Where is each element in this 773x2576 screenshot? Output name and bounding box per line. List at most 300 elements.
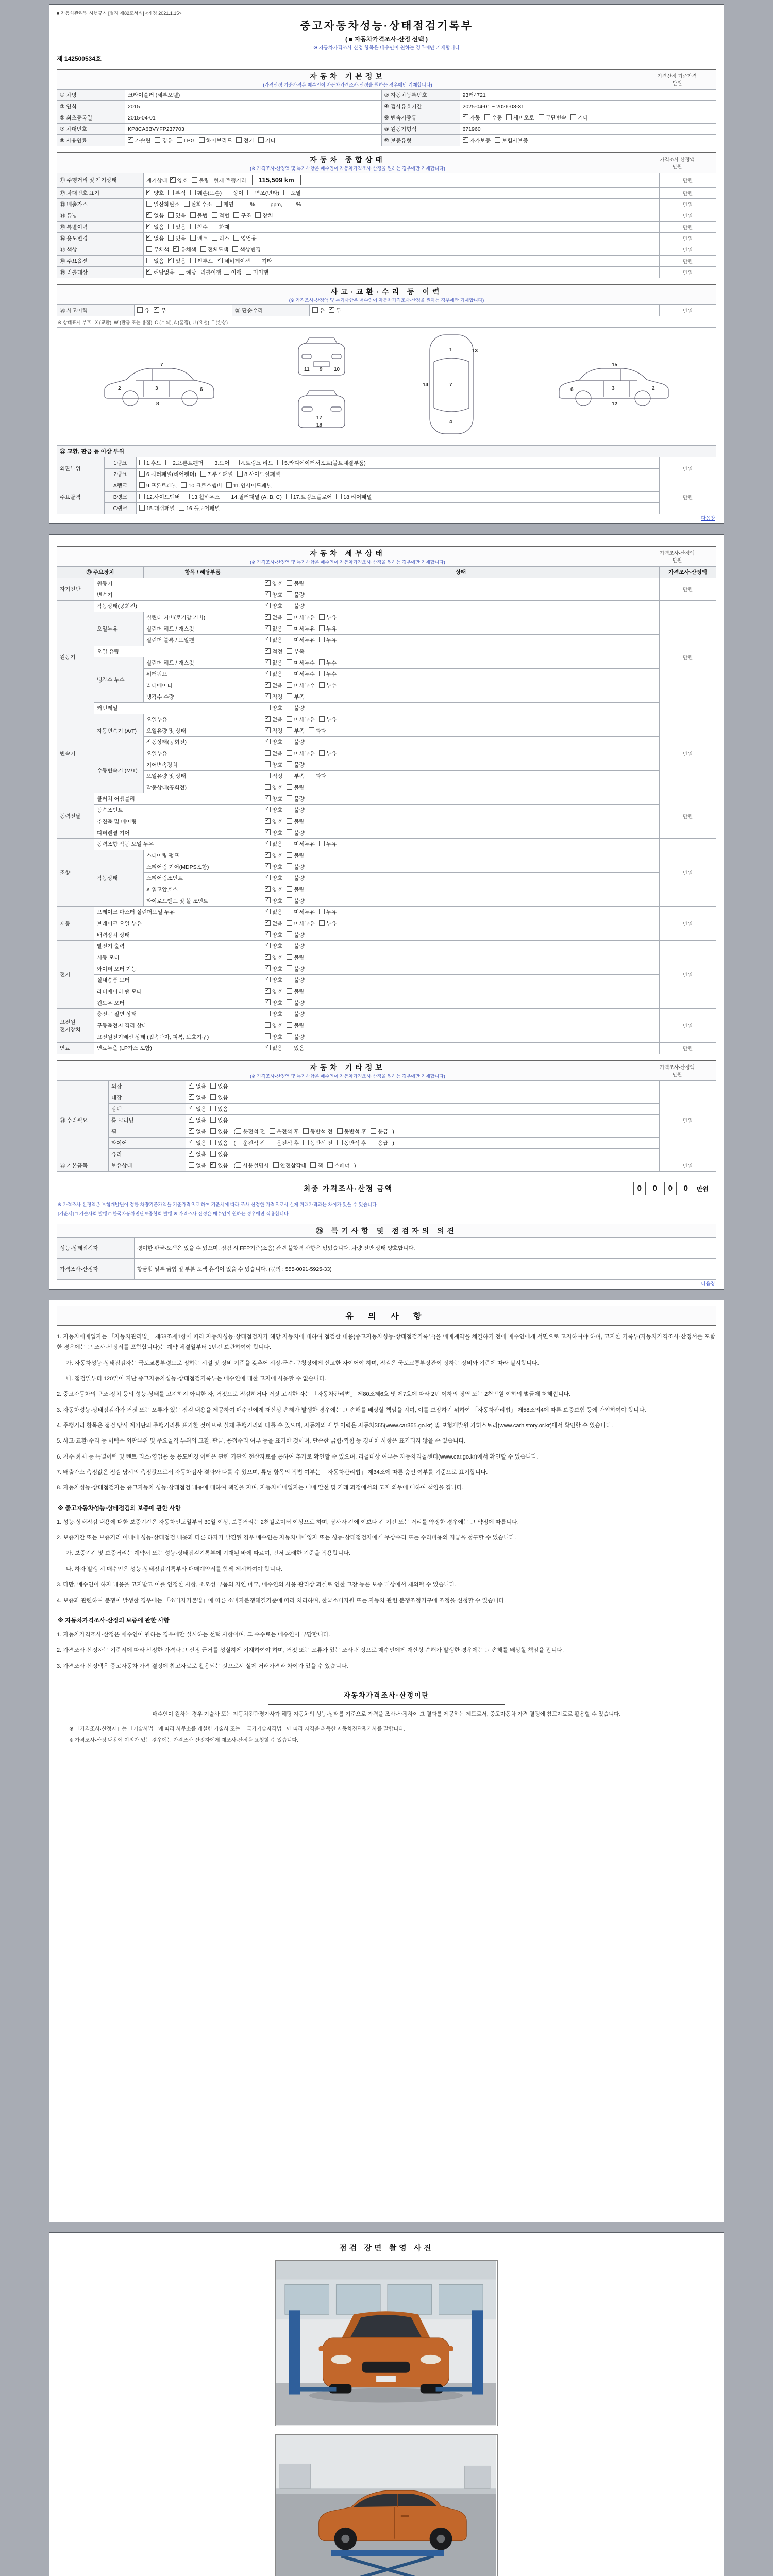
- item-label: 등속조인트: [94, 805, 262, 816]
- item-state: [186, 1092, 660, 1104]
- option-상이: 상이: [226, 189, 243, 197]
- item-state: [186, 1115, 660, 1126]
- checkbox-있음[interactable]: [168, 224, 174, 229]
- checkbox-불량[interactable]: [287, 943, 292, 948]
- field-value: 2025-04-01 ~ 2026-03-31: [460, 101, 716, 112]
- checkbox-안전삼각대[interactable]: [273, 1162, 279, 1168]
- item-state: [262, 805, 660, 816]
- table-row: [57, 873, 716, 884]
- row-state: [144, 188, 660, 199]
- checkbox-없음[interactable]: [265, 841, 271, 846]
- checkbox-있음[interactable]: [168, 258, 174, 263]
- item-state: [262, 873, 660, 884]
- device-subgroup: 냉각수 누수: [94, 657, 144, 703]
- checkbox-불량[interactable]: [287, 965, 292, 971]
- device-group: 전기: [57, 941, 94, 1009]
- table-row: [57, 929, 716, 941]
- checkbox-동반석 후[interactable]: [337, 1128, 343, 1134]
- checkbox-자가보증[interactable]: [463, 137, 468, 143]
- checkbox-불량[interactable]: [287, 580, 292, 586]
- checkbox-없음[interactable]: [189, 1106, 194, 1111]
- checkbox-불량[interactable]: [287, 863, 292, 869]
- option-양호: ✓ 양호: [265, 863, 282, 871]
- option-없음: ✓ 없음: [189, 1105, 206, 1113]
- checkbox-불량[interactable]: [287, 954, 292, 960]
- checkbox-없음[interactable]: [189, 1151, 194, 1157]
- price-column-label: 가격조사·산정액: [660, 157, 695, 163]
- panel-group: 외판부위: [57, 457, 105, 480]
- checkbox-없음[interactable]: [265, 909, 271, 914]
- option-15.대쉬패널: 15.대쉬패널: [139, 504, 175, 512]
- checkbox-양호[interactable]: [265, 1022, 271, 1028]
- checkbox-14.필러패널 (A, B, C)[interactable]: [224, 494, 229, 499]
- opinion-role: 성능·상태점검자: [57, 1238, 135, 1259]
- option-화재: 화재: [212, 223, 229, 231]
- checkbox-LPG[interactable]: [177, 137, 182, 143]
- table-row: [57, 233, 716, 244]
- option-무단변속: 무단변속: [539, 114, 567, 122]
- checkbox-리스[interactable]: [212, 235, 217, 241]
- checkbox-불량[interactable]: [287, 886, 292, 892]
- checkbox-동반석 전[interactable]: [303, 1128, 309, 1134]
- price-digit: 0: [664, 1182, 677, 1195]
- option-보험사보증: 보험사보증: [495, 137, 528, 144]
- checkbox-불량[interactable]: [287, 1033, 292, 1039]
- car-side-view-left-icon: [94, 354, 223, 416]
- checkbox-적정[interactable]: [265, 648, 271, 654]
- checkbox-침수[interactable]: [190, 224, 196, 229]
- checkbox-양호[interactable]: [265, 1011, 271, 1016]
- table-row: [57, 469, 716, 480]
- inspector-opinion-table: [57, 1237, 716, 1280]
- checkbox-양호[interactable]: [170, 177, 176, 183]
- checkbox-양호[interactable]: [265, 863, 271, 869]
- item-state: [262, 827, 660, 839]
- checkbox-불량[interactable]: [287, 931, 292, 937]
- checkbox-없음[interactable]: [189, 1128, 194, 1134]
- checkbox-부식[interactable]: [168, 190, 174, 195]
- basic-info-section: [57, 69, 716, 146]
- checkbox-운전석 후[interactable]: [270, 1140, 275, 1145]
- checkbox-양호[interactable]: [265, 818, 271, 824]
- field-label: ⑦ 차대번호: [57, 124, 125, 135]
- checkbox-불량[interactable]: [287, 1022, 292, 1028]
- checkbox-영업용[interactable]: [233, 235, 239, 241]
- checkbox-양호[interactable]: [146, 190, 152, 195]
- checkbox-미세누유[interactable]: [287, 637, 292, 642]
- checkbox-미세누유[interactable]: [287, 625, 292, 631]
- checkbox-누유[interactable]: [319, 909, 325, 914]
- checkbox-있음[interactable]: [210, 1094, 216, 1100]
- checkbox-무채색[interactable]: [146, 246, 152, 252]
- checkbox-무[interactable]: [329, 307, 334, 313]
- checkbox-불량[interactable]: [287, 705, 292, 710]
- checkbox-15.대쉬패널[interactable]: [139, 505, 145, 511]
- item-state: [262, 941, 660, 952]
- checkbox-화재[interactable]: [212, 224, 217, 229]
- rank-label: C랭크: [105, 503, 137, 514]
- checkbox-미이행[interactable]: [246, 269, 251, 275]
- rank-label: 2랭크: [105, 469, 137, 480]
- segment-caption: 리콜이행: [200, 269, 222, 276]
- checkbox-전기[interactable]: [236, 137, 242, 143]
- checkbox-없음[interactable]: [146, 224, 152, 229]
- checkbox-미세누유[interactable]: [287, 920, 292, 926]
- checkbox-네비게이션[interactable]: [217, 258, 223, 263]
- checkbox-전체도색[interactable]: [200, 246, 206, 252]
- checkbox-없음[interactable]: [189, 1094, 194, 1100]
- checkbox-유[interactable]: [137, 307, 143, 313]
- checkbox-없음[interactable]: [146, 212, 152, 218]
- checkbox-동반석 후[interactable]: [337, 1140, 343, 1145]
- checkbox-양호[interactable]: [265, 954, 271, 960]
- checkbox-유채색[interactable]: [173, 246, 179, 252]
- option-불량: 불량: [287, 1033, 304, 1041]
- checkbox-미세누유[interactable]: [287, 614, 292, 620]
- checkbox-9.프론트패널[interactable]: [139, 482, 145, 488]
- checkbox-적법[interactable]: [212, 212, 217, 218]
- checkbox-누유[interactable]: [319, 625, 325, 631]
- checkbox-색상변경[interactable]: [232, 246, 238, 252]
- svg-text:8: 8: [156, 401, 159, 407]
- checkbox-해당없음[interactable]: [146, 269, 152, 275]
- checkbox-누수[interactable]: [319, 682, 325, 688]
- checkbox-불량[interactable]: [287, 761, 292, 767]
- checkbox-불량[interactable]: [287, 1011, 292, 1016]
- item-label: 구동축전지 격리 상태: [94, 1020, 262, 1031]
- option-불량: 불량: [287, 704, 304, 712]
- checkbox-미세누수[interactable]: [287, 659, 292, 665]
- option-자가보증: ✓ 자가보증: [463, 137, 491, 144]
- checkbox-무단변속[interactable]: [539, 114, 544, 120]
- checkbox-불량[interactable]: [287, 795, 292, 801]
- price-cell: 만원: [660, 256, 716, 267]
- checkbox-자동[interactable]: [463, 114, 468, 120]
- checkbox-불량[interactable]: [287, 603, 292, 608]
- checkbox-있음[interactable]: [210, 1128, 216, 1134]
- checkbox-없음[interactable]: [146, 258, 152, 263]
- option-전체도색: 전체도색: [200, 246, 229, 253]
- section-header-etc-info: [57, 1060, 716, 1080]
- checkbox-있음[interactable]: [210, 1140, 216, 1145]
- option-6.쿼터패널(리어펜더): 6.쿼터패널(리어펜더): [139, 470, 196, 478]
- checkbox-하이브리드[interactable]: [199, 137, 205, 143]
- option-없음: 없음: [189, 1162, 206, 1170]
- checkbox-양호[interactable]: [265, 795, 271, 801]
- checkbox-적정[interactable]: [265, 773, 271, 778]
- checkbox-양호[interactable]: [265, 897, 271, 903]
- checkbox-11.인사이드패널[interactable]: [226, 482, 232, 488]
- checkbox-있음[interactable]: [210, 1162, 216, 1168]
- checkbox-4.트렁크 리드[interactable]: [234, 460, 240, 465]
- car-front-view-icon: [291, 335, 352, 382]
- checkbox-부족[interactable]: [287, 773, 292, 778]
- header-state: 상태: [262, 567, 660, 578]
- notice-item: 2. 보증기간 또는 보증거리 이내에 성능·상태점검 내용과 다른 하자가 발견된 경우 매수인은 자동차매매업자 또는 성능·상태점검자에게 무상수리 또는 수리비용의 지급을 청구할 수 있습니다.: [57, 1535, 516, 1541]
- checkbox-불량[interactable]: [287, 591, 292, 597]
- option-안전삼각대: 안전삼각대: [273, 1162, 307, 1170]
- checkbox-사용설명서[interactable]: [236, 1162, 241, 1168]
- checkbox-없음[interactable]: [265, 750, 271, 756]
- checkbox-부족[interactable]: [287, 648, 292, 654]
- checkbox-양호[interactable]: [265, 1033, 271, 1039]
- checkbox-누수[interactable]: [319, 659, 325, 665]
- option-11.인사이드패널: 11.인사이드패널: [226, 482, 272, 489]
- table-row: [57, 457, 716, 469]
- checkbox-누유[interactable]: [319, 841, 325, 846]
- checkbox-부족[interactable]: [287, 727, 292, 733]
- checkbox-있음[interactable]: [210, 1151, 216, 1157]
- checkbox-이행[interactable]: [224, 269, 229, 275]
- option-있음: 있음: [168, 212, 186, 219]
- item-label: 광택: [109, 1104, 186, 1115]
- checkbox-미세누유[interactable]: [287, 750, 292, 756]
- checkbox-양호[interactable]: [265, 943, 271, 948]
- checkbox-있음[interactable]: [168, 212, 174, 218]
- checkbox-12.사이드멤버[interactable]: [139, 494, 145, 499]
- checkbox-가솔린[interactable]: [128, 137, 133, 143]
- checkbox-양호[interactable]: [265, 603, 271, 608]
- checkbox-양호[interactable]: [265, 705, 271, 710]
- item-state: [262, 703, 660, 714]
- checkbox-13.휠하우스[interactable]: [184, 494, 190, 499]
- checkbox-운전석 전[interactable]: [236, 1140, 241, 1145]
- checkbox-양호[interactable]: [265, 739, 271, 744]
- field-value: 2015-04-01: [125, 112, 382, 124]
- checkbox-기타[interactable]: [570, 114, 576, 120]
- checkbox-양호[interactable]: [265, 852, 271, 858]
- checkbox-경유[interactable]: [155, 137, 160, 143]
- checkbox-매연[interactable]: [216, 201, 222, 207]
- checkbox-탄화수소[interactable]: [184, 201, 190, 207]
- checkbox-없음[interactable]: [265, 637, 271, 642]
- checkbox-없음[interactable]: [189, 1140, 194, 1145]
- checkbox-양호[interactable]: [265, 829, 271, 835]
- checkbox-양호[interactable]: [265, 886, 271, 892]
- checkbox-없음[interactable]: [189, 1083, 194, 1089]
- checkbox-양호[interactable]: [265, 807, 271, 812]
- table-row: [57, 1020, 716, 1031]
- checkbox-17.트렁크플로어[interactable]: [286, 494, 292, 499]
- checkbox-불량[interactable]: [287, 829, 292, 835]
- checkbox-양호[interactable]: [265, 931, 271, 937]
- checkbox-훼손(오손)[interactable]: [190, 190, 196, 195]
- checkbox-있음[interactable]: [168, 235, 174, 241]
- checkbox-기타[interactable]: [258, 137, 264, 143]
- checkbox-없음[interactable]: [265, 671, 271, 676]
- checkbox-8.사이드실패널[interactable]: [237, 471, 243, 477]
- checkbox-불량[interactable]: [192, 177, 197, 183]
- checkbox-세미오토[interactable]: [506, 114, 512, 120]
- next-page-link[interactable]: 다음장: [701, 1281, 715, 1287]
- checkbox-5.라디에이터서포트(볼트체결부품)[interactable]: [277, 460, 283, 465]
- checkbox-기타[interactable]: [255, 258, 260, 263]
- checkbox-양호[interactable]: [265, 580, 271, 586]
- checkbox-수동[interactable]: [484, 114, 490, 120]
- option-영업용: 영업용: [233, 234, 256, 242]
- checkbox-보험사보증[interactable]: [495, 137, 500, 143]
- svg-text:7: 7: [449, 382, 452, 388]
- item-label: 보유상태: [109, 1160, 186, 1172]
- table-row: [57, 748, 716, 759]
- checkbox-과다[interactable]: [309, 727, 314, 733]
- checkbox-누유[interactable]: [319, 750, 325, 756]
- option-양호: 양호: [265, 761, 282, 769]
- field-label: ① 차명: [57, 90, 125, 101]
- final-price-label: 최종 가격조사·산정 금액: [303, 1184, 393, 1193]
- checkbox-양호[interactable]: [265, 999, 271, 1005]
- option-썬루프: 썬루프: [190, 257, 213, 265]
- checkbox-불량[interactable]: [287, 807, 292, 812]
- checkbox-누유[interactable]: [319, 637, 325, 642]
- checkbox-불량[interactable]: [287, 988, 292, 994]
- checkbox-없음[interactable]: [265, 614, 271, 620]
- option-양호: ✓ 양호: [265, 806, 282, 814]
- checkbox-없음[interactable]: [189, 1162, 194, 1168]
- checkbox-없음[interactable]: [146, 235, 152, 241]
- item-label: 디퍼렌셜 기어: [94, 827, 262, 839]
- checkbox-상이[interactable]: [226, 190, 231, 195]
- checkbox-불량[interactable]: [287, 977, 292, 982]
- checkbox-있음[interactable]: [287, 1045, 292, 1050]
- checkbox-없음[interactable]: [265, 659, 271, 665]
- checkbox-일산화탄소[interactable]: [146, 201, 152, 207]
- table-row: [57, 480, 716, 492]
- checkbox-미세누수[interactable]: [287, 671, 292, 676]
- row-label: ⑭ 튜닝: [57, 210, 144, 222]
- next-page-link[interactable]: 다음장: [701, 516, 715, 521]
- checkbox-썬루프[interactable]: [190, 258, 196, 263]
- option-불량: 불량: [287, 580, 304, 587]
- option-기타: 기타: [570, 114, 588, 122]
- checkbox-미세누유[interactable]: [287, 716, 292, 722]
- checkbox-2.프론트펜더[interactable]: [165, 460, 171, 465]
- checkbox-양호[interactable]: [265, 875, 271, 880]
- checkbox-누유[interactable]: [319, 716, 325, 722]
- checkbox-불량[interactable]: [287, 784, 292, 790]
- checkbox-양호[interactable]: [265, 591, 271, 597]
- item-state: [262, 725, 660, 737]
- checkbox-미세누유[interactable]: [287, 841, 292, 846]
- option-없음: 없음: [146, 257, 164, 265]
- checkbox-동반석 전[interactable]: [303, 1140, 309, 1145]
- checkbox-양호[interactable]: [265, 977, 271, 982]
- checkbox-없음[interactable]: [265, 920, 271, 926]
- checkbox-불량[interactable]: [287, 739, 292, 744]
- checkbox-양호[interactable]: [265, 784, 271, 790]
- checkbox-누유[interactable]: [319, 614, 325, 620]
- checkbox-불량[interactable]: [287, 818, 292, 824]
- price-column-unit: 만원: [672, 81, 682, 87]
- checkbox-불량[interactable]: [287, 852, 292, 858]
- table-row: [57, 256, 716, 267]
- checkbox-없음[interactable]: [265, 682, 271, 688]
- checkbox-누유[interactable]: [319, 920, 325, 926]
- checkbox-불법[interactable]: [190, 212, 196, 218]
- checkbox-장치[interactable]: [255, 212, 261, 218]
- checkbox-무[interactable]: [154, 307, 159, 313]
- checkbox-렌트[interactable]: [190, 235, 196, 241]
- checkbox-있음[interactable]: [210, 1117, 216, 1123]
- svg-text:4: 4: [449, 419, 452, 425]
- checkbox-해당[interactable]: [179, 269, 184, 275]
- item-state: [186, 1149, 660, 1160]
- checkbox-스패너[interactable]: [327, 1162, 333, 1168]
- checkbox-없음[interactable]: [189, 1117, 194, 1123]
- table-row: [57, 895, 716, 907]
- item-state: [262, 816, 660, 827]
- checkbox-없음[interactable]: [265, 625, 271, 631]
- checkbox-운전석 후[interactable]: [270, 1128, 275, 1134]
- item-label: 룸 크리닝: [109, 1115, 186, 1126]
- checkbox-변조(변타)[interactable]: [247, 190, 253, 195]
- option-양호: ✓ 양호: [265, 988, 282, 995]
- checkbox-응급[interactable]: [371, 1140, 376, 1145]
- field-value: [460, 135, 716, 146]
- checkbox-누수[interactable]: [319, 671, 325, 676]
- checkbox-불량[interactable]: [287, 875, 292, 880]
- option-LPG: LPG: [177, 137, 195, 144]
- section-title-inspector-opinion: ㉖ 특기사항 및 점검자의 의견: [315, 1227, 458, 1235]
- table-row: [57, 1259, 716, 1280]
- notice-item: 7. 배출가스 측정값은 점검 당시의 측정값으로서 자동차검사 결과와 다를 수 있으며, 튜닝 항목의 적법 여부는 「자동차관리법」 제34조에 따른 승인 여부를 기준으로 표기합니다.: [57, 1469, 488, 1476]
- header-price: 가격조사·산정액: [660, 567, 716, 578]
- panel-group: 주요골격: [57, 480, 105, 514]
- item-state: [262, 578, 660, 589]
- price-cell: 만원: [659, 480, 716, 514]
- checkbox-있음[interactable]: [210, 1083, 216, 1089]
- checkbox-과다[interactable]: [309, 773, 314, 778]
- etc-info-section: [57, 1060, 716, 1172]
- checkbox-없음[interactable]: [265, 716, 271, 722]
- checkbox-불량[interactable]: [287, 897, 292, 903]
- checkbox-양호[interactable]: [265, 761, 271, 767]
- checkbox-도말[interactable]: [283, 190, 289, 195]
- checkbox-6.쿼터패널(리어펜더)[interactable]: [139, 471, 145, 477]
- checkbox-미세누유[interactable]: [287, 909, 292, 914]
- checkbox-적정[interactable]: [265, 727, 271, 733]
- device-group: 조향: [57, 839, 94, 907]
- checkbox-7.루프패널[interactable]: [200, 471, 206, 477]
- device-subgroup: 작동상태: [94, 850, 144, 907]
- option-16.플로어패널: 16.플로어패널: [179, 504, 220, 512]
- checkbox-적정[interactable]: [265, 693, 271, 699]
- checkbox-부족[interactable]: [287, 693, 292, 699]
- checkbox-3.도어[interactable]: [208, 460, 213, 465]
- price-cell: 만원: [660, 793, 716, 839]
- checkbox-없음[interactable]: [265, 1045, 271, 1050]
- checkbox-16.플로어패널[interactable]: [179, 505, 184, 511]
- table-row: [57, 691, 716, 703]
- item-state: [262, 589, 660, 601]
- option-불량: 불량: [287, 954, 304, 961]
- option-양호: ✓ 양호: [265, 954, 282, 961]
- checkbox-1.후드[interactable]: [139, 460, 145, 465]
- checkbox-미세누수[interactable]: [287, 682, 292, 688]
- checkbox-양호[interactable]: [265, 965, 271, 971]
- checkbox-불량[interactable]: [287, 999, 292, 1005]
- checkbox-유[interactable]: [312, 307, 318, 313]
- checkbox-18.리어패널[interactable]: [336, 494, 342, 499]
- option-없음: 없음: [265, 750, 282, 757]
- checkbox-응급[interactable]: [371, 1128, 376, 1134]
- checkbox-10.크로스멤버[interactable]: [181, 482, 187, 488]
- checkbox-있음[interactable]: [210, 1106, 216, 1111]
- checkbox-운전석 전[interactable]: [236, 1128, 241, 1134]
- checkbox-잭[interactable]: [310, 1162, 316, 1168]
- checkbox-양호[interactable]: [265, 988, 271, 994]
- checkbox-구조[interactable]: [233, 212, 239, 218]
